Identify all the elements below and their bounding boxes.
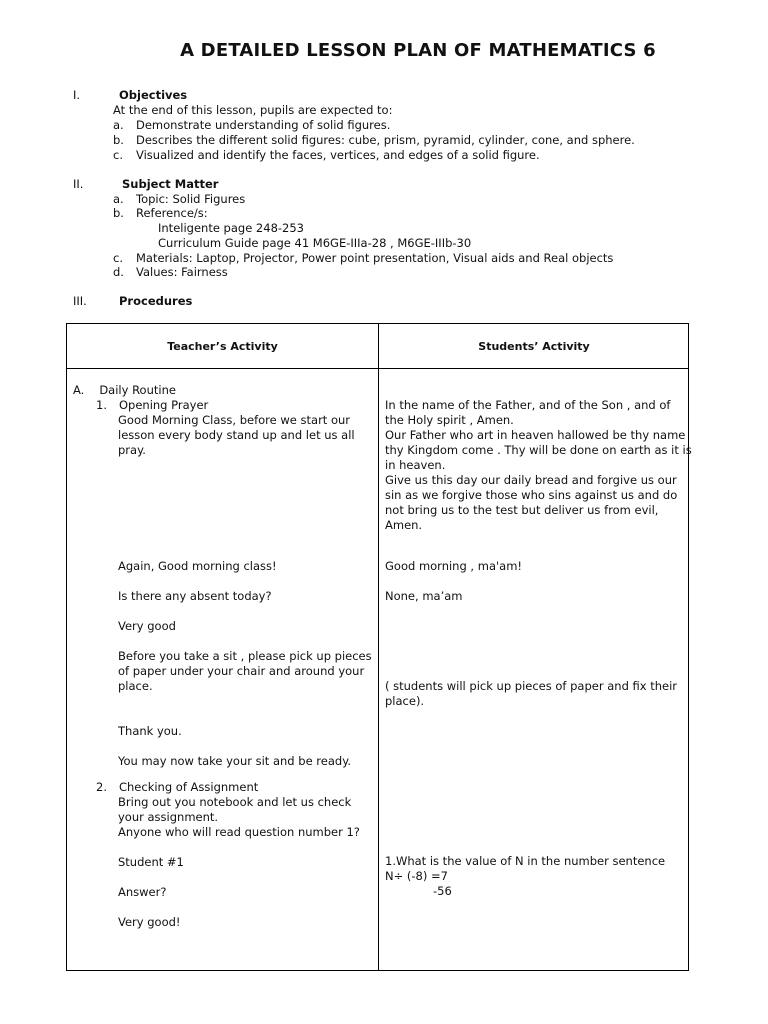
teacher-line: Anyone who will read question number 1? [118,825,360,839]
teacher-line: Is there any absent today? [118,589,272,603]
subject-letter: a. [113,192,124,206]
student-line: ( students will pick up pieces of paper and fix their [385,679,678,693]
item-letter: A. [73,383,85,397]
student-line: -56 [433,884,452,898]
teacher-line: Good Morning Class, before we start our [118,413,351,427]
teacher-line: place. [118,679,153,693]
subject-letter: b. [113,206,124,220]
student-line: 1.What is the value of N in the number sentence [385,854,666,868]
table-header-divider [67,368,688,369]
teacher-activity-header: Teacher’s Activity [167,340,278,353]
section-numeral-subject: II. [73,177,84,191]
procedures-heading: Procedures [119,294,193,308]
subject-reference-label: Reference/s: [136,206,208,220]
subject-values: Values: Fairness [136,265,228,279]
objective-letter: a. [113,118,124,132]
teacher-line: Thank you. [118,724,182,738]
student-prayer-line: the Holy spirit , Amen. [385,413,514,427]
teacher-line: Very good! [118,915,181,929]
subject-letter: c. [113,251,123,265]
students-activity-column-2 [385,559,677,709]
objective-letter: b. [113,133,124,147]
activity-table [66,323,692,971]
teacher-line: your assignment. [118,810,219,824]
student-prayer-line: sin as we forgive those who sins against us and do [385,488,678,502]
student-prayer-line: not bring us to the test but deliver us from evil, [385,503,659,517]
student-prayer-line: In the name of the Father, and of the Son , and of [385,398,671,412]
student-line: N÷ (-8) =7 [385,869,448,883]
student-prayer-line: in heaven. [385,458,446,472]
student-prayer-line: Amen. [385,518,423,532]
objectives-intro: At the end of this lesson, pupils are expected to: [113,103,393,117]
teacher-line: Before you take a sit , please pick up pieces [118,649,372,663]
item-number: 2. [96,780,107,794]
opening-prayer-label: Opening Prayer [118,398,209,412]
subject-letter: d. [113,265,124,279]
teacher-line: Bring out you notebook and let us check [118,795,352,809]
student-prayer-line: Our Father who art in heaven hallowed be thy name [385,428,686,442]
student-line: None, ma’am [385,589,463,603]
students-activity-header: Students’ Activity [478,340,590,353]
teacher-line: of paper under your chair and around your [118,664,365,678]
students-activity-column [385,398,692,533]
teacher-activity-column-2 [118,559,372,784]
teacher-activity-column-3 [96,780,360,930]
teacher-line: lesson every body stand up and let us all [118,428,355,442]
student-prayer-line: Give us this day our daily bread and forgive us our [385,473,677,487]
objective-item: Demonstrate understanding of solid figures. [136,118,391,132]
subject-reference: Inteligente page 248-253 [158,221,304,235]
subject-topic: Topic: Solid Figures [136,192,246,206]
objectives-heading: Objectives [119,88,188,102]
teacher-activity-column [73,383,355,458]
students-activity-column-3 [385,854,665,899]
item-number: 1. [96,398,107,412]
objective-item: Describes the different solid figures: cube, prism, pyramid, cylinder, cone, and sphere. [136,133,635,147]
teacher-line: Answer? [118,885,167,899]
section-numeral-objectives: I. [73,88,81,102]
teacher-line: Again, Good morning class! [118,559,277,573]
objective-letter: c. [113,148,123,162]
teacher-line: Very good [118,619,176,633]
subject-reference: Curriculum Guide page 41 M6GE-IIIa-28 , M6GE-IIIb-30 [158,236,472,250]
subject-materials: Materials: Laptop, Projector, Power point presentation, Visual aids and Real objects [136,251,614,265]
student-line: place). [385,694,425,708]
checking-assignment-label: Checking of Assignment [118,780,259,794]
teacher-line: You may now take your sit and be ready. [118,754,352,768]
page-title: A DETAILED LESSON PLAN OF MATHEMATICS 6 [180,40,656,61]
subject-matter-heading: Subject Matter [122,177,219,191]
objective-item: Visualized and identify the faces, vertices, and edges of a solid figure. [136,148,540,162]
teacher-line: Student #1 [118,855,184,869]
daily-routine-label: Daily Routine [99,383,176,397]
teacher-line: pray. [118,443,146,457]
student-prayer-line: thy Kingdom come . Thy will be done on earth as it is [385,443,692,457]
table-column-divider [378,324,379,970]
section-numeral-procedures: III. [73,294,87,308]
student-line: Good morning , ma'am! [385,559,523,573]
